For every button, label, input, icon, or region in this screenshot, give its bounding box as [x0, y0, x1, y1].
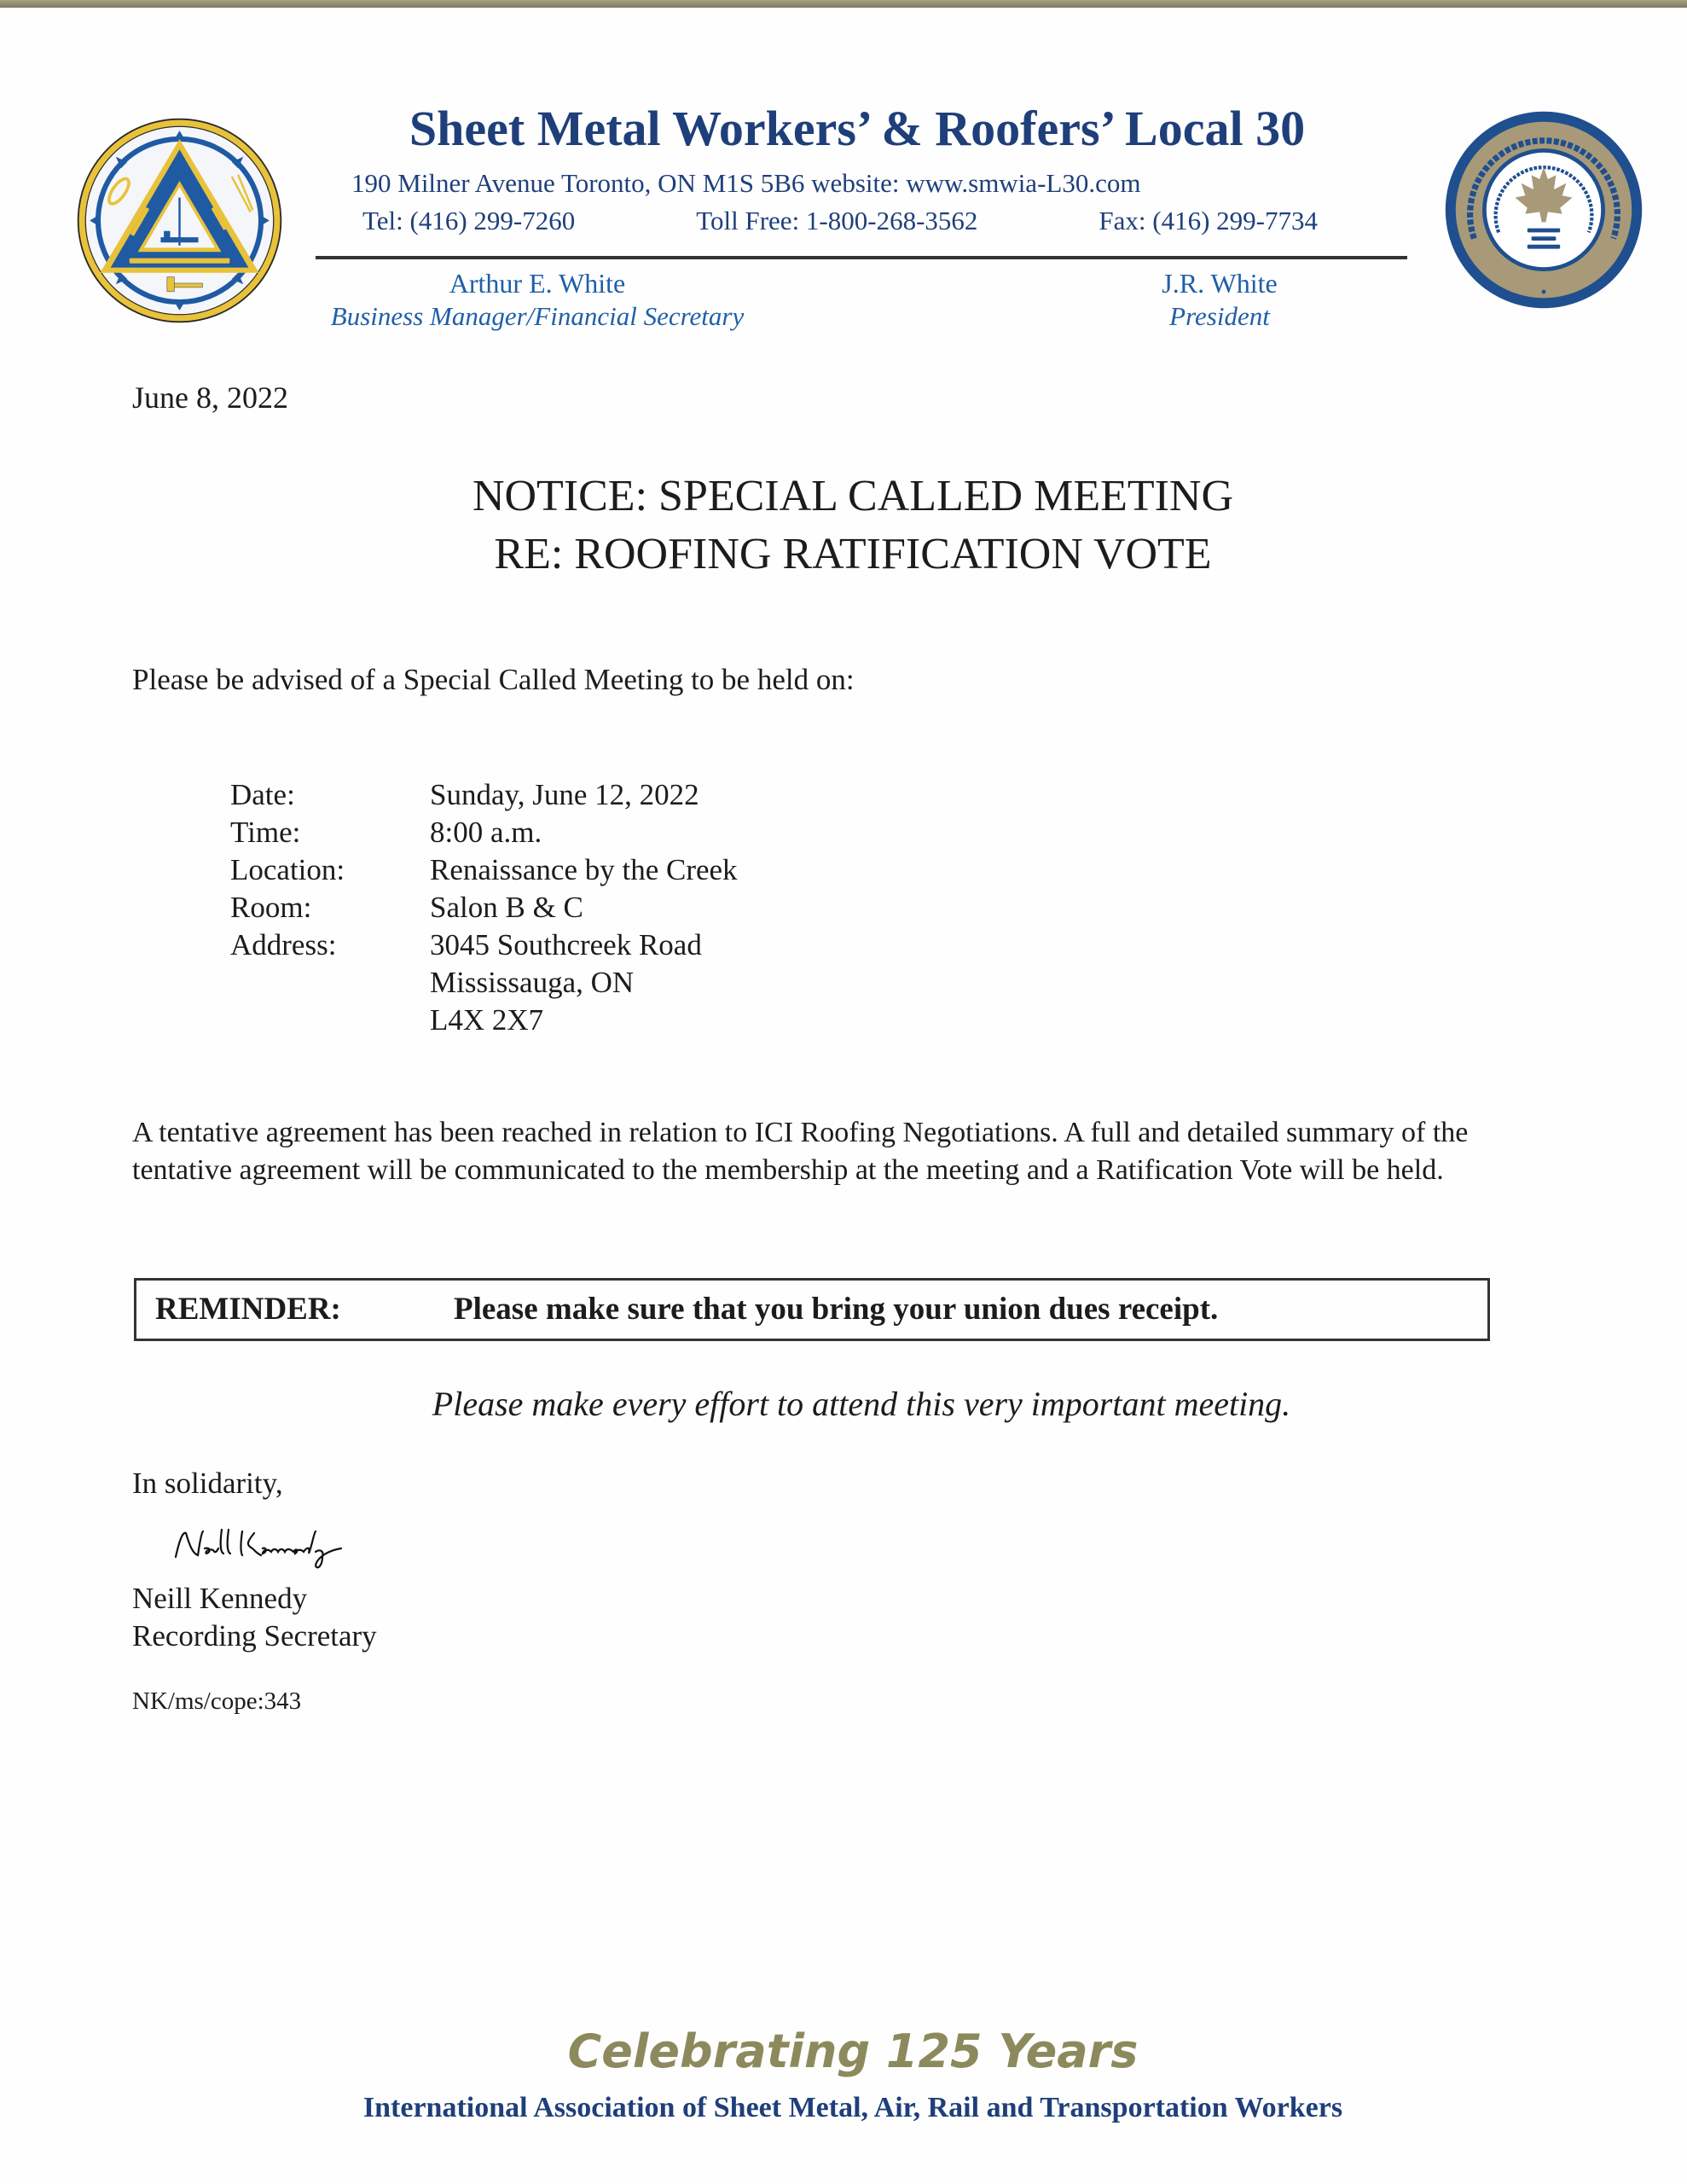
detail-value: Renaissance by the Creek	[430, 853, 738, 886]
signer-block	[132, 1580, 377, 1655]
notice-heading	[213, 468, 1493, 584]
detail-row-location	[230, 851, 738, 889]
international-association-name: International Association of Sheet Metal, Air, Rail and Transportation Workers	[362, 2092, 1343, 2123]
detail-label: Time:	[230, 816, 301, 849]
roofers-association-seal-logo	[1441, 107, 1646, 312]
officer-title: President	[1169, 301, 1270, 331]
detail-row-address-postal	[230, 1002, 738, 1039]
signer-title: Recording Secretary	[132, 1619, 377, 1653]
toll-free: Toll Free: 1-800-268-3562	[696, 206, 978, 235]
letter-date: June 8, 2022	[132, 380, 288, 415]
detail-row-address	[230, 926, 738, 964]
detail-label: Location:	[230, 853, 345, 886]
attendance-emphasis: Please make every effort to attend this very important meeting.	[432, 1385, 1291, 1423]
detail-label	[230, 964, 430, 1002]
fax: Fax: (416) 299-7734	[1099, 206, 1318, 235]
letterhead-divider	[316, 256, 1407, 259]
detail-label: Room:	[230, 891, 312, 924]
local-30-seal-logo	[75, 116, 284, 325]
detail-row-address-city	[230, 964, 738, 1002]
telephone: Tel: (416) 299-7260	[362, 206, 576, 235]
officer-business-manager	[307, 266, 768, 333]
meeting-details	[230, 776, 738, 1039]
reminder-label: REMINDER:	[155, 1292, 341, 1327]
intro-text: Please be advised of a Special Called Meeting to be held on:	[132, 663, 855, 696]
agreement-paragraph: A tentative agreement has been reached in relation to ICI Roofing Negotiations. A full and detailed summary of the tentative agreement will be communicated to the membership at the meeting and a Ratification Vote will be held.	[132, 1117, 1469, 1186]
detail-value: 3045 Southcreek Road	[430, 928, 702, 961]
signer-name: Neill Kennedy	[132, 1582, 308, 1615]
reminder-text: Please make sure that you bring your union dues receipt.	[454, 1292, 1219, 1327]
officer-name: J.R. White	[1162, 268, 1278, 299]
organization-name: Sheet Metal Workers’ & Roofers’ Local 30	[409, 101, 1306, 156]
detail-row-room	[230, 889, 738, 926]
handwritten-signature	[171, 1523, 375, 1574]
reference-initials: NK/ms/cope:343	[132, 1687, 302, 1715]
officer-title: Business Manager/Financial Secretary	[330, 301, 745, 331]
detail-value: Mississauga, ON	[430, 966, 635, 999]
officer-name: Arthur E. White	[449, 268, 626, 299]
detail-row-time	[230, 814, 738, 851]
heading-line: RE: ROOFING RATIFICATION VOTE	[494, 530, 1212, 578]
detail-label	[230, 1002, 430, 1039]
detail-label: Address:	[230, 928, 337, 961]
heading-line: NOTICE: SPECIAL CALLED MEETING	[472, 472, 1234, 520]
address-line: 190 Milner Avenue Toronto, ON M1S 5B6 website: www.smwia-L30.com	[351, 168, 1141, 198]
reminder-box	[134, 1278, 1490, 1341]
closing: In solidarity,	[132, 1467, 283, 1500]
detail-row-date	[230, 776, 738, 814]
detail-value: 8:00 a.m.	[430, 816, 542, 849]
officer-president	[1066, 266, 1373, 333]
detail-value: L4X 2X7	[430, 1003, 544, 1037]
detail-label: Date:	[230, 778, 295, 811]
detail-value: Sunday, June 12, 2022	[430, 778, 699, 811]
contact-row	[362, 205, 1318, 237]
scan-top-edge	[0, 0, 1687, 8]
celebrating-banner: Celebrating 125 Years	[567, 2024, 1139, 2078]
detail-value: Salon B & C	[430, 891, 583, 924]
